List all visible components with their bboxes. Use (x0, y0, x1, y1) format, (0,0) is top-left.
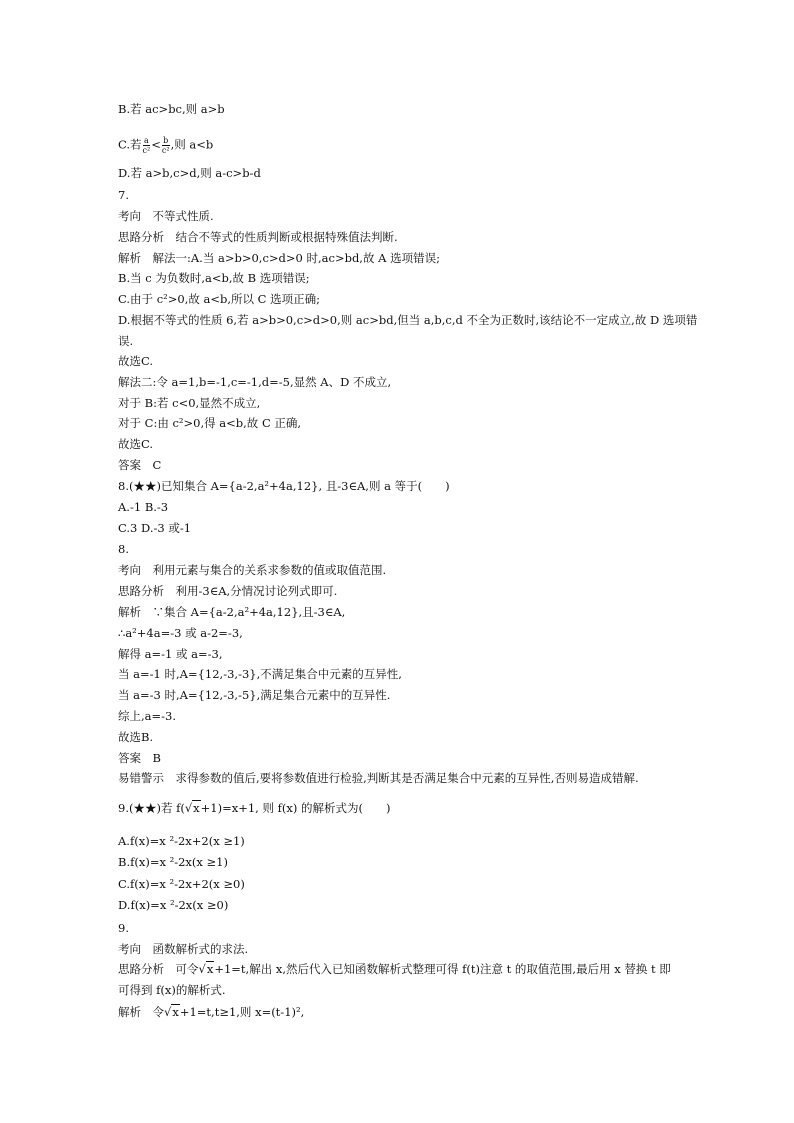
text-line: 可得到 f(x)的解析式. (118, 983, 226, 997)
text-line: 答案 C (118, 458, 162, 472)
text-line: A.-1 B.-3 (118, 500, 169, 514)
text-line: 当 a=-3 时,A={12,-3,-5},满足集合元素中的互异性. (118, 688, 391, 702)
text-line: D.根据不等式的性质 6,若 a>b>0,c>d>0,则 ac>bd,但当 a,b,c,d 不全为正数时,该结论不一定成立,故 D 选项错 (118, 313, 698, 327)
text-line: 综上,a=-3. (118, 709, 177, 723)
text-line: 误. (118, 334, 134, 348)
text-line: 8. (118, 542, 129, 556)
text-line: C.由于 c²>0,故 a<b,所以 C 选项正确; (118, 292, 321, 306)
text-line: C.f(x)=x ²-2x+2(x ≥0) (118, 877, 245, 891)
text-line: 思路分析 利用-3∈A,分情况讨论列式即可. (118, 584, 338, 598)
text-line: 解得 a=-1 或 a=-3, (118, 647, 223, 661)
text-line: D.若 a>b,c>d,则 a-c>b-d (118, 166, 261, 180)
text-line: 故选C. (118, 354, 154, 368)
text-line: C.若 $\frac{a}{\text{c²}}$ < $\frac{b}{\text{c²}}$ ,则 a<b (118, 136, 214, 155)
text-line: 解析 ∵集合 A={a-2,a²+4a,12},且-3∈A, (118, 605, 346, 619)
text-line: 9.(★★)若 f(√x+1)=x+1, 则 f(x) 的解析式为( ) (118, 801, 391, 815)
text-line: 思路分析 结合不等式的性质判断或根据特殊值法判断. (118, 230, 398, 244)
text-line: 考向 利用元素与集合的关系求参数的值或取值范围. (118, 563, 387, 577)
text-line: C.3 D.-3 或-1 (118, 521, 192, 535)
text-line: 答案 B (118, 751, 161, 765)
text-line: 故选B. (118, 730, 154, 744)
text-line: 易错警示 求得参数的值后,要将参数值进行检验,判断其是否满足集合中元素的互异性,否则易造成错解. (118, 771, 639, 785)
text-line: D.f(x)=x ²-2x(x ≥0) (118, 898, 229, 912)
text-line: 当 a=-1 时,A={12,-3,-3},不满足集合中元素的互异性, (118, 667, 402, 681)
text-line: 故选C. (118, 437, 154, 451)
text-line: 7. (118, 188, 129, 202)
text-line: A.f(x)=x ²-2x+2(x ≥1) (118, 834, 245, 848)
text-line: 解法二:令 a=1,b=-1,c=-1,d=-5,显然 A、D 不成立, (118, 375, 392, 389)
text-line: 解析 解法一:A.当 a>b>0,c>d>0 时,ac>bd,故 A 选项错误; (118, 251, 440, 265)
text-line: 考向 函数解析式的求法. (118, 942, 249, 956)
text-line: 9. (118, 921, 129, 935)
text-line: 8.(★★)已知集合 A={a-2,a²+4a,12}, 且-3∈A,则 a 等于( ) (118, 479, 450, 493)
text-line: B.f(x)=x ²-2x(x ≥1) (118, 855, 228, 869)
text-line: 对于 C:由 c²>0,得 a<b,故 C 正确, (118, 416, 302, 430)
text-line: B.若 ac>bc,则 a>b (118, 102, 225, 116)
text-line: 对于 B:若 c<0,显然不成立, (118, 396, 261, 410)
text-line: ∴a²+4a=-3 或 a-2=-3, (118, 626, 243, 640)
text-line: 考向 不等式性质. (118, 209, 214, 223)
text-line: B.当 c 为负数时,a<b,故 B 选项错误; (118, 271, 310, 285)
text-line: 解析 令√x+1=t,t≥1,则 x=(t-1)², (118, 1005, 305, 1019)
text-line: 思路分析 可令√x+1=t,解出 x,然后代入已知函数解析式整理可得 f(t)注意 t 的取值范围,最后用 x 替换 t 即 (118, 962, 671, 976)
